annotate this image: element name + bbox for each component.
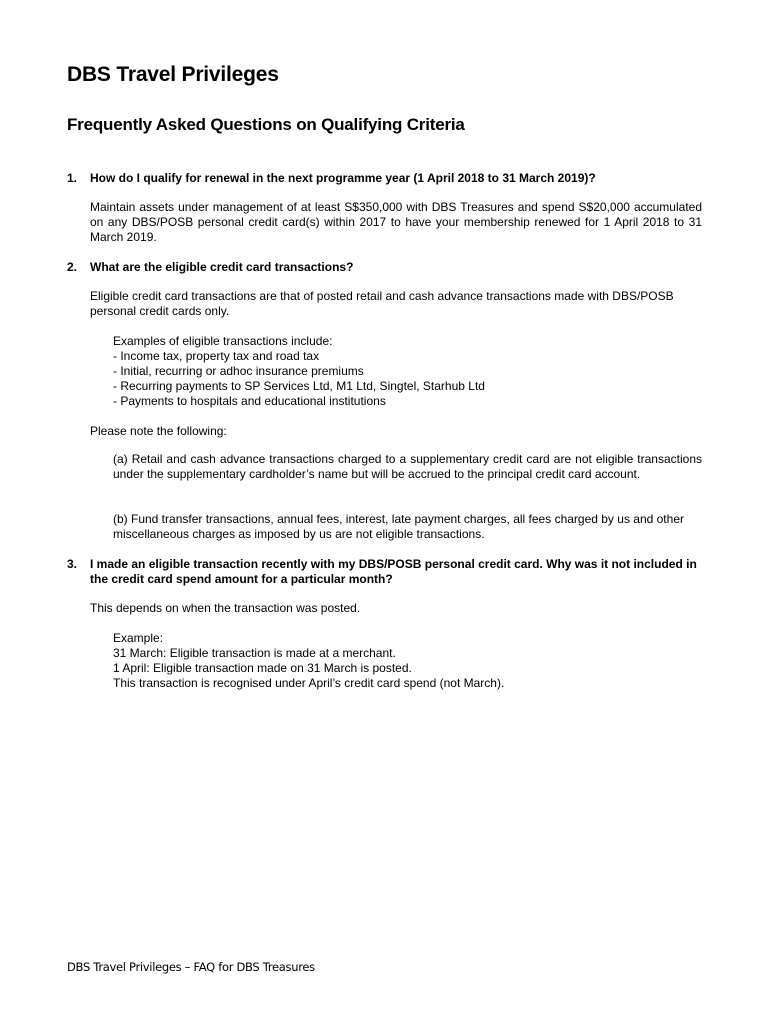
faq-question-1: [67, 171, 703, 186]
question-number: 2.: [67, 260, 78, 274]
page-footer: DBS Travel Privileges – FAQ for DBS Treasures: [67, 960, 315, 974]
question-number: 3.: [67, 557, 78, 571]
note-b: (b) Fund transfer transactions, annual fees, interest, late payment charges, all fees charged by us and other miscellaneous charges as imposed by us are not eligible transactions.: [113, 512, 684, 541]
example-line: 1 April: Eligible transaction made on 31 March is posted.: [113, 661, 412, 675]
example-block: [113, 631, 702, 691]
faq-answer-1: Maintain assets under management of at least S$350,000 with DBS Treasures and spend S$20,000 accumulated on any DBS/POSB personal credit card(s) within 2017 to have your membership renewed for 1 April 2018 to 31 March 2019.: [90, 200, 702, 244]
page-subtitle: Frequently Asked Questions on Qualifying Criteria: [67, 115, 465, 134]
list-item: - Income tax, property tax and road tax: [113, 349, 320, 363]
list-item: - Recurring payments to SP Services Ltd, M1 Ltd, Singtel, Starhub Ltd: [113, 379, 485, 393]
example-line: Example:: [113, 631, 164, 645]
faq-question-2: [67, 260, 703, 275]
question-text: I made an eligible transaction recently with my DBS/POSB personal credit card. Why was it not included in the credit card spend amount for a particular month?: [90, 557, 697, 586]
example-line: This transaction is recognised under April’s credit card spend (not March).: [113, 676, 505, 690]
faq-answer-3: This depends on when the transaction was posted.: [90, 601, 361, 615]
question-text: How do I qualify for renewal in the next programme year (1 April 2018 to 31 March 2019)?: [90, 171, 596, 185]
example-line: 31 March: Eligible transaction is made at a merchant.: [113, 646, 396, 660]
note-a: (a) Retail and cash advance transactions charged to a supplementary credit card are not eligible transactions under the supplementary cardholder’s name but will be accrued to the principal credit card account.: [113, 452, 702, 481]
faq-question-3: [67, 557, 703, 587]
list-item: - Initial, recurring or adhoc insurance premiums: [113, 364, 364, 378]
examples-list: [113, 334, 702, 409]
examples-heading: Examples of eligible transactions include:: [113, 334, 333, 348]
question-number: 1.: [67, 171, 78, 185]
list-item: - Payments to hospitals and educational institutions: [113, 394, 386, 408]
question-text: What are the eligible credit card transactions?: [90, 260, 354, 274]
faq-answer-2: Eligible credit card transactions are that of posted retail and cash advance transactions made with DBS/POSB personal credit cards only.: [90, 289, 674, 318]
note-heading: Please note the following:: [90, 424, 227, 438]
page-title: DBS Travel Privileges: [67, 63, 279, 86]
